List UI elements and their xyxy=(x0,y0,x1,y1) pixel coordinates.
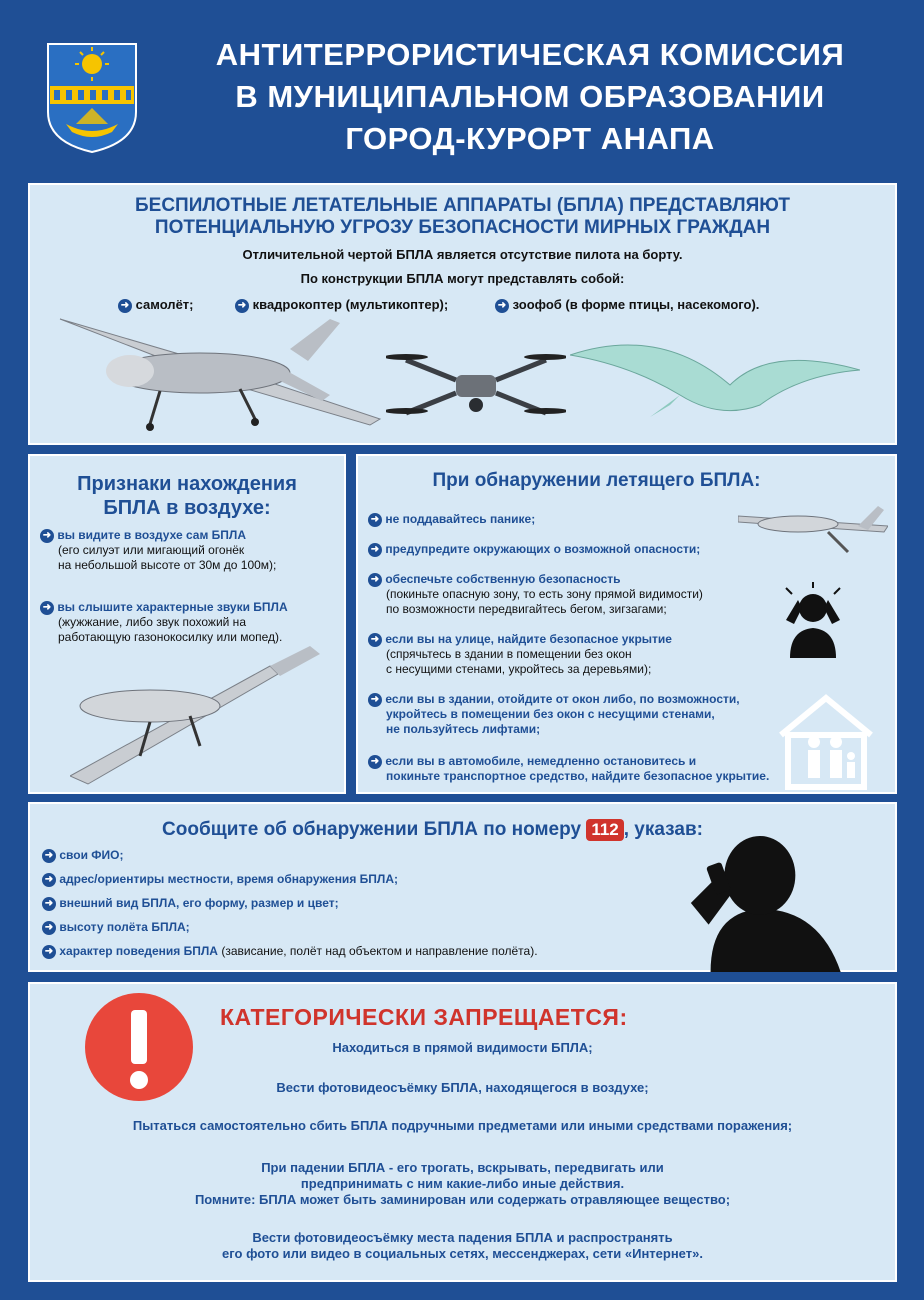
action-item xyxy=(368,542,778,557)
arrow-bullet-icon: ➜ xyxy=(42,945,56,959)
arrow-bullet-icon: ➜ xyxy=(235,299,249,313)
intro-construction: По конструкции БПЛА могут представлять собой: xyxy=(300,271,625,286)
action-line: если вы на улице, найдите безопасное укрытие xyxy=(385,632,672,646)
report-item xyxy=(42,920,190,935)
sign-lead: вы слышите характерные звуки БПЛА xyxy=(57,600,288,614)
plane-drone-icon xyxy=(70,646,330,786)
report-lead: внешний вид БПЛА, его форму, размер и цвет; xyxy=(59,896,339,910)
arrow-bullet-icon: ➜ xyxy=(368,543,382,557)
action-detail: по возможности передвигайтесь бегом, зигзагами; xyxy=(386,602,667,616)
report-item xyxy=(42,848,123,863)
prohibited-heading: КАТЕГОРИЧЕСКИ ЗАПРЕЩАЕТСЯ: xyxy=(220,1004,628,1030)
action-item xyxy=(368,572,778,617)
type-label: самолёт; xyxy=(135,297,194,312)
prohibited-line: Находиться в прямой видимости БПЛА; xyxy=(332,1040,593,1055)
arrow-bullet-icon: ➜ xyxy=(368,573,382,587)
arrow-bullet-icon: ➜ xyxy=(42,921,56,935)
phone-silhouette-icon xyxy=(650,834,850,972)
arrow-bullet-icon: ➜ xyxy=(40,529,54,543)
sign-detail: (его силуэт или мигающий огонёк xyxy=(58,543,245,557)
sign-item xyxy=(40,600,340,645)
header-title-line: АНТИТЕРРОРИСТИЧЕСКАЯ КОМИССИЯ xyxy=(215,37,845,72)
action-detail: с несущими стенами, укройтесь за деревьями); xyxy=(386,662,652,676)
action-item xyxy=(368,692,778,737)
report-lead: высоту полёта БПЛА; xyxy=(59,920,190,934)
action-line: если вы в здании, отойдите от окон либо, по возможности, xyxy=(385,692,740,706)
panic-person-icon xyxy=(778,580,848,660)
report-rest: (зависание, полёт над объектом и направление полёта). xyxy=(217,944,538,958)
type-item-zoophobe xyxy=(495,297,759,313)
family-shelter-icon xyxy=(776,690,876,790)
arrow-bullet-icon: ➜ xyxy=(118,299,132,313)
header-title-line: ГОРОД-КУРОРТ АНАПА xyxy=(345,121,715,156)
action-detail: (покиньте опасную зону, то есть зону прямой видимости) xyxy=(386,587,703,601)
prohibited-panel xyxy=(28,982,897,1282)
sign-item xyxy=(40,528,340,573)
arrow-bullet-icon: ➜ xyxy=(40,601,54,615)
report-item xyxy=(42,896,339,911)
action-item xyxy=(368,754,778,784)
signs-heading xyxy=(30,472,344,520)
arrow-bullet-icon: ➜ xyxy=(368,693,382,707)
arrow-bullet-icon: ➜ xyxy=(42,873,56,887)
action-detail: (спрячьтесь в здании в помещении без окон xyxy=(386,647,632,661)
coat-of-arms-icon xyxy=(46,42,138,154)
arrow-bullet-icon: ➜ xyxy=(368,513,382,527)
type-label: квадрокоптер (мультикоптер); xyxy=(252,297,449,312)
report-panel xyxy=(28,802,897,972)
report-item xyxy=(42,944,538,959)
emergency-number-badge: 112 xyxy=(586,819,623,841)
report-item xyxy=(42,872,398,887)
type-label: зоофоб (в форме птицы, насекомого). xyxy=(512,297,760,312)
action-line: если вы в автомобиле, немедленно остановитесь и xyxy=(385,754,697,768)
report-lead: характер поведения БПЛА xyxy=(59,944,218,958)
prohibited-item xyxy=(30,1230,895,1262)
intro-heading-line: ПОТЕНЦИАЛЬНУЮ УГРОЗУ БЕЗОПАСНОСТИ МИРНЫХ ГРАЖДАН xyxy=(154,217,771,238)
action-line: обеспечьте собственную безопасность xyxy=(385,572,621,586)
actions-heading: При обнаружении летящего БПЛА: xyxy=(432,470,761,491)
prohibited-item xyxy=(30,1118,895,1134)
action-item xyxy=(368,512,778,527)
header-title-line: В МУНИЦИПАЛЬНОМ ОБРАЗОВАНИИ xyxy=(235,79,825,114)
prohibited-line: Вести фотовидеосъёмку БПЛА, находящегося в воздухе; xyxy=(276,1080,649,1095)
sign-detail: (жужжание, либо звук похожий на xyxy=(58,615,246,629)
arrow-bullet-icon: ➜ xyxy=(495,299,509,313)
signs-heading-line: БПЛА в воздухе: xyxy=(103,497,271,519)
intro-heading xyxy=(30,195,895,239)
prohibited-line: предпринимать с ним какие-либо иные действия. xyxy=(300,1176,625,1191)
arrow-bullet-icon: ➜ xyxy=(42,849,56,863)
prohibited-line: его фото или видео в социальных сетях, мессенджерах, сети «Интернет». xyxy=(222,1246,703,1261)
action-line: не пользуйтесь лифтами; xyxy=(386,722,541,736)
action-line: предупредите окружающих о возможной опасности; xyxy=(385,542,701,556)
quadcopter-icon xyxy=(386,345,566,435)
intro-feature: Отличительной чертой БПЛА является отсутствие пилота на борту. xyxy=(242,247,683,262)
arrow-bullet-icon: ➜ xyxy=(42,897,56,911)
action-line: покиньте транспортное средство, найдите безопасное укрытие. xyxy=(386,769,770,783)
prohibited-line: Вести фотовидеосъёмку места падения БПЛА и распространять xyxy=(252,1230,673,1245)
report-heading-text: , указав: xyxy=(623,819,703,840)
signs-heading-line: Признаки нахождения xyxy=(77,473,297,495)
report-heading-text: Сообщите об обнаружении БПЛА по номеру xyxy=(162,819,582,840)
signs-panel xyxy=(28,454,346,794)
plane-drone-icon xyxy=(738,496,888,556)
prohibited-item xyxy=(30,1040,895,1056)
header-title xyxy=(160,34,900,160)
prohibited-item xyxy=(30,1160,895,1208)
prohibited-item xyxy=(30,1080,895,1096)
intro-panel xyxy=(28,183,897,445)
sign-detail: на небольшой высоте от 30м до 100м); xyxy=(58,558,277,572)
report-lead: адрес/ориентиры местности, время обнаружения БПЛА; xyxy=(59,872,398,886)
bird-drone-icon xyxy=(570,325,860,425)
sign-detail: работающую газонокосилку или мопед). xyxy=(58,630,283,644)
action-line: укройтесь в помещении без окон с несущими стенами, xyxy=(386,707,715,721)
arrow-bullet-icon: ➜ xyxy=(368,755,382,769)
report-lead: свои ФИО; xyxy=(59,848,124,862)
prohibited-line: При падении БПЛА - его трогать, вскрывать, передвигать или xyxy=(261,1160,664,1175)
arrow-bullet-icon: ➜ xyxy=(368,633,382,647)
sign-lead: вы видите в воздухе сам БПЛА xyxy=(57,528,247,542)
actions-panel xyxy=(356,454,897,794)
action-line: не поддавайтесь панике; xyxy=(385,512,536,526)
prohibited-line: Пытаться самостоятельно сбить БПЛА подручными предметами или иными средствами поражения; xyxy=(132,1118,793,1133)
plane-drone-icon xyxy=(50,309,390,439)
intro-heading-line: БЕСПИЛОТНЫЕ ЛЕТАТЕЛЬНЫЕ АППАРАТЫ (БПЛА) ПРЕДСТАВЛЯЮТ xyxy=(134,195,791,216)
prohibited-line: Помните: БПЛА может быть заминирован или содержать отравляющее вещество; xyxy=(194,1192,731,1207)
action-item xyxy=(368,632,778,677)
